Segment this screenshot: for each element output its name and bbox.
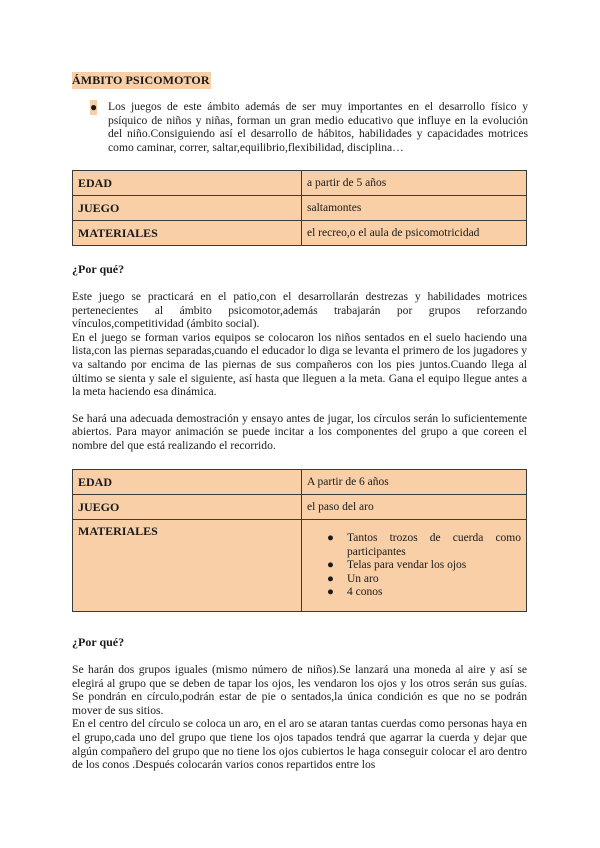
- juego-label: JUEGO: [73, 196, 302, 221]
- table-row: [73, 196, 527, 221]
- paragraph: Este juego se practicará en el patio,con el desarrollarán destrezas y habilidades motrices pertenecientes al ámbito psicomotor,además trabajarán por grupos reforzando vínculos,competitividad (ámbito social).: [72, 290, 527, 331]
- activity-table-1: [72, 170, 527, 246]
- table-row: [73, 495, 527, 520]
- edad-label: EDAD: [73, 470, 302, 495]
- bullet-dot-icon: ●: [327, 559, 334, 571]
- edad-label: EDAD: [73, 171, 302, 196]
- materiales-list-cell: [302, 520, 527, 612]
- juego-value: saltamontes: [302, 196, 527, 221]
- edad-value: A partir de 6 años: [302, 470, 527, 495]
- activity-table-2: [72, 469, 527, 612]
- explanation-1: [72, 290, 527, 453]
- why-heading-1: ¿Por qué?: [72, 262, 125, 276]
- table-row: [73, 520, 527, 612]
- materiales-list: [307, 532, 521, 600]
- list-item-text: Telas para vendar los ojos: [347, 559, 467, 571]
- section-heading: ÁMBITO PSICOMOTOR: [72, 73, 210, 87]
- list-item-text: Un aro: [347, 572, 379, 585]
- list-item: [327, 586, 521, 600]
- bullet-dot-icon: ●: [327, 586, 334, 598]
- bullet-dot-icon: ●: [90, 100, 98, 114]
- materiales-label: MATERIALES: [73, 221, 302, 246]
- list-item: [327, 532, 521, 559]
- materiales-label: MATERIALES: [73, 520, 302, 612]
- table-row: [73, 221, 527, 246]
- list-item: [327, 572, 521, 587]
- bullet-dot-icon: ●: [327, 572, 334, 585]
- list-item-text: Tantos trozos de cuerda como participantes: [347, 532, 521, 558]
- intro-bullet: [90, 100, 528, 154]
- edad-value: a partir de 5 años: [302, 171, 527, 196]
- bullet-dot-icon: ●: [327, 532, 334, 544]
- juego-label: JUEGO: [73, 495, 302, 520]
- why-heading-2: ¿Por qué?: [72, 635, 125, 649]
- list-item: [327, 559, 521, 573]
- paragraph: Se harán dos grupos iguales (mismo número de niños).Se lanzará una moneda al aire y así se elegirá al grupo que se deben de tapar los ojos, les vendaron los ojos y los otros serán sus guías. Se pondrán en círculo,podrán estar de pie o sentados,la única condición es que no se podrán mover de sus sitios.: [72, 663, 527, 717]
- list-item-text: 4 conos: [347, 586, 383, 598]
- table-row: [73, 470, 527, 495]
- materiales-value: el recreo,o el aula de psicomotricidad: [302, 221, 527, 246]
- paragraph: Se hará una adecuada demostración y ensayo antes de jugar, los círculos serán lo suficientemente abiertos. Para mayor animación se puede incitar a los componentes del grupo a que coreen el nombre del que está realizando el recorrido.: [72, 411, 527, 452]
- table-row: [73, 171, 527, 196]
- explanation-2: [72, 663, 527, 772]
- paragraph: En el juego se forman varios equipos se colocaron los niños sentados en el suelo haciendo una lista,con las piernas separadas,cuando el educador lo diga se levanta el primero de los jugadores y va saltando por encima de las piernas de sus compañeros con los pies juntos.Cuando llega al último se sienta y sale el siguiente, así hasta que lleguen a la meta. Gana el equipo llegue antes a la meta haciendo esa dinámica.: [72, 330, 527, 399]
- intro-bullet-text: Los juegos de este ámbito además de ser muy importantes en el desarrollo físico y psíquico de niños y niñas, forman un gran medio educativo que influye en la evolución del niño.Consiguiendo así el desarrollo de hábitos, habilidades y capacidades motrices como caminar, correr, saltar,equilibrio,flexibilidad, disciplina…: [108, 100, 528, 154]
- paragraph: En el centro del círculo se coloca un aro, en el aro se ataran tantas cuerdas como personas haya en el grupo,cada uno del grupo que tiene los ojos tapados tendrá que agarrar la cuerda y dejar que algún compañero del grupo que no tiene los ojos cubiertos le haga conseguir colocar el aro dentro de los conos .Después colocarán varios conos repartidos entre los: [72, 717, 527, 772]
- juego-value: el paso del aro: [302, 495, 527, 520]
